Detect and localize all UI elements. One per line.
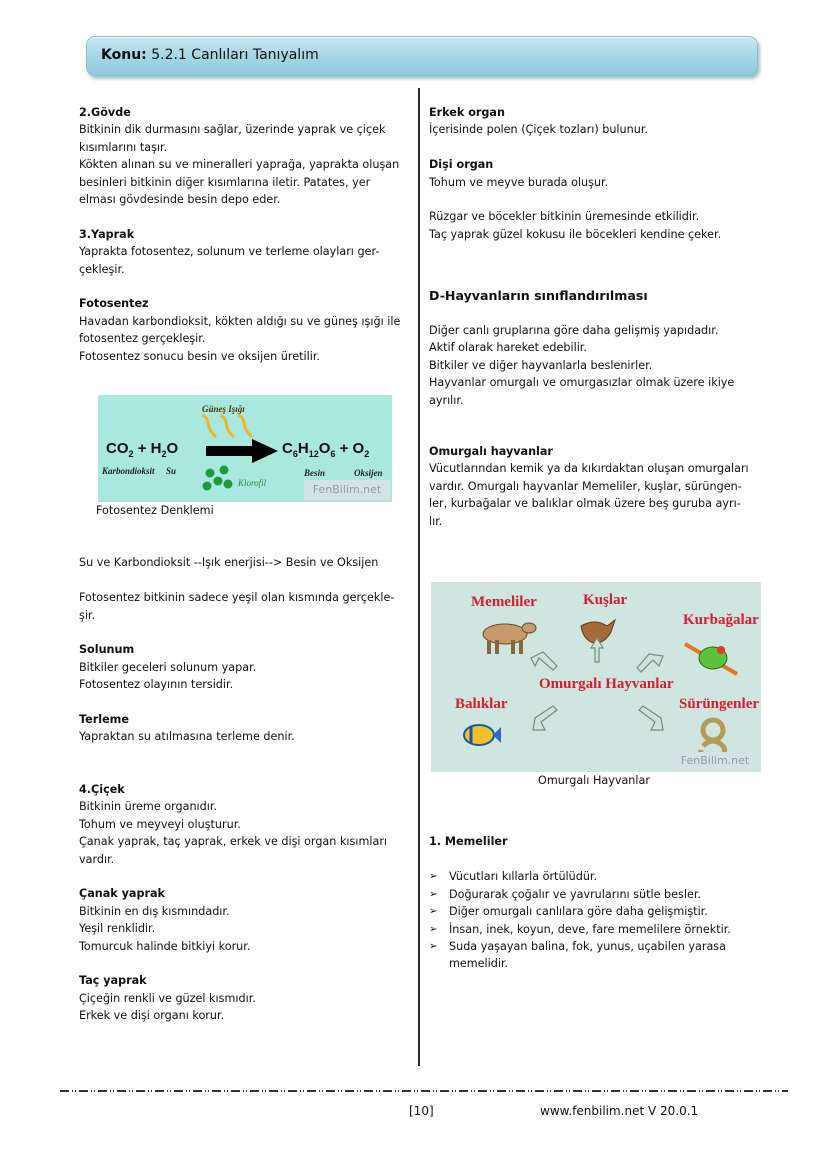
label-karbondioksit: Karbondioksit <box>102 466 155 477</box>
list-item: ➢ Diğer omurgalı canlılara göre daha gelişmiştir. <box>429 903 765 920</box>
figure-caption: Fotosentez Denklemi <box>96 504 214 518</box>
section-heading: D-Hayvanların sınıflandırılması <box>429 288 648 304</box>
text-line: kısımlarını taşır. <box>79 140 168 154</box>
topic-header-bar <box>86 36 758 76</box>
text-line: ler, kurbağalar ve balıklar olmak üzere beş guruba ayrı- <box>429 497 741 511</box>
text-line: Fotosentez olayının tersidir. <box>79 678 234 692</box>
vertebrate-animals-image <box>431 582 761 772</box>
section-solunum <box>79 641 409 693</box>
section-heading: Taç yaprak <box>79 974 147 988</box>
list-item: ➢ Suda yaşayan balina, fok, yunus, uçabilen yarasa memelidir. <box>429 939 726 971</box>
label-memeliler: Memeliler <box>471 594 537 611</box>
text-line: Taç yaprak güzel kokusu ile böcekleri kendine çeker. <box>429 227 722 241</box>
label-besin: Besin <box>304 468 326 479</box>
section-memeliler <box>429 833 765 972</box>
text-line: Çiçeğin renkli ve güzel kısmıdır. <box>79 991 256 1005</box>
section-disi-organ <box>429 156 765 191</box>
watermark: FenBilim.net <box>304 480 390 500</box>
animals-figure <box>429 582 765 789</box>
label-kuslar: Kuşlar <box>583 592 628 609</box>
footer-dashed-rule <box>60 1090 788 1092</box>
label-kurbagalar: Kurbağalar <box>683 612 759 629</box>
section-ureme <box>429 208 765 243</box>
text-line: Yeşil renklidir. <box>79 922 156 936</box>
section-hayvanlar <box>429 287 765 409</box>
text-line: Fotosentez bitkinin sadece yeşil olan kısmında gerçekle- <box>79 591 395 605</box>
topic-title <box>101 47 319 63</box>
text-line: Tohum ve meyveyi oluşturur. <box>79 817 241 831</box>
sunlight-label: Güneş Işığı <box>202 404 245 415</box>
section-heading: Çanak yaprak <box>79 887 165 901</box>
label-oksijen: Oksijen <box>354 468 383 479</box>
text-line: Bitkiler geceleri solunum yapar. <box>79 660 257 674</box>
section-heading: Fotosentez <box>79 297 149 311</box>
section-heading: 2.Gövde <box>79 106 131 119</box>
label-center: Omurgalı Hayvanlar <box>539 676 674 693</box>
label-baliklar: Balıklar <box>455 696 508 713</box>
right-column <box>429 104 765 973</box>
text-line: Rüzgar ve böcekler bitkinin üremesinde etkilidir. <box>429 210 700 224</box>
product-glucose-o2: $C_6H_{12}O_6 + O_2$ <box>282 440 370 460</box>
label-su: Su <box>166 466 177 477</box>
text-line: lır. <box>429 514 443 528</box>
left-column <box>79 104 409 1025</box>
arrow-bullet-icon: ➢ <box>429 923 438 935</box>
text-line: Bitkinin en dış kısmındadır. <box>79 904 230 918</box>
footer-site-version: www.fenbilim.net V 20.0.1 <box>540 1104 699 1118</box>
text-line: Erkek ve dişi organı korur. <box>79 1009 225 1023</box>
figure-caption: Omurgalı Hayvanlar <box>538 774 650 788</box>
text-line: Fotosentez sonucu besin ve oksijen üretilir. <box>79 349 320 363</box>
fotosentez-equation-image <box>98 395 392 502</box>
reaction-arrow-icon <box>206 439 278 463</box>
section-govde <box>79 104 409 208</box>
arrows-icon <box>431 582 761 772</box>
text-line: Bitkinin üreme organıdır. <box>79 800 218 814</box>
section-cicek <box>79 781 409 868</box>
text-line: Yapraktan su atılmasına terleme denir. <box>79 730 295 744</box>
section-fotosentez <box>79 295 409 365</box>
text-line: Kökten alınan su ve mineralleri yaprağa, yaprakta oluşan <box>79 158 400 172</box>
text-line: Havadan karbondioksit, kökten aldığı su ve güneş ışığı ile <box>79 314 401 328</box>
section-omurgali <box>429 443 765 530</box>
text-line: çekleşir. <box>79 262 125 276</box>
text-line: Tohum ve meyve burada oluşur. <box>429 175 609 189</box>
text-line: şir. <box>79 608 96 622</box>
section-heading: Erkek organ <box>429 106 505 119</box>
text-line: Vücutlarından kemik ya da kıkırdaktan oluşan omurgaları <box>429 462 749 476</box>
section-tac-yaprak <box>79 972 409 1024</box>
chlorophyll-dots-icon <box>202 465 236 493</box>
text-line: besinleri bitkinin diğer kısımlarına iletir. Patates, yer <box>79 175 371 189</box>
text-line: fotosentez gerçekleşir. <box>79 332 206 346</box>
text-line: Bitkiler ve diğer hayvanlarla beslenirler. <box>429 358 653 372</box>
page-number: [10] <box>409 1104 434 1118</box>
section-heading: Omurgalı hayvanlar <box>429 445 553 459</box>
memeliler-bullet-list <box>429 868 765 972</box>
section-erkek-organ <box>429 104 765 139</box>
section-heading: 1. Memeliler <box>429 835 508 849</box>
arrow-bullet-icon: ➢ <box>429 906 438 918</box>
text-line: elması gövdesinde besin depo eder. <box>79 193 281 207</box>
section-heading: 4.Çiçek <box>79 782 125 796</box>
text-line: Yaprakta fotosentez, solunum ve terleme olayları ger- <box>79 245 380 259</box>
arrow-bullet-icon: ➢ <box>429 940 438 952</box>
section-yaprak <box>79 226 409 278</box>
text-line: Çanak yaprak, taç yaprak, erkek ve dişi organ kısımları <box>79 835 388 849</box>
text-line: Tomurcuk halinde bitkiyi korur. <box>79 939 251 953</box>
label-surungenler: Sürüngenler <box>679 696 760 713</box>
text-line: vardır. <box>79 852 115 866</box>
column-divider <box>418 88 420 1066</box>
section-heading: Dişi organ <box>429 158 494 172</box>
text-line: Diğer canlı gruplarına göre daha gelişmiş yapıdadır. <box>429 324 719 338</box>
text-line: ayrılır. <box>429 393 464 407</box>
arrow-bullet-icon: ➢ <box>429 888 438 900</box>
section-heading: Terleme <box>79 713 129 727</box>
watermark: FenBilim.net <box>671 752 759 770</box>
list-item: ➢ Doğurarak çoğalır ve yavrularını sütle besler. <box>429 886 765 903</box>
text-line: Bitkinin dik durmasını sağlar, üzerinde yaprak ve çiçek <box>79 123 386 137</box>
list-item: ➢ İnsan, inek, koyun, deve, fare memelilere örnektir. <box>429 921 765 938</box>
topic-label: Konu: <box>101 47 147 63</box>
section-heading: Solunum <box>79 643 135 657</box>
topic-text: 5.2.1 Canlıları Tanıyalım <box>151 47 319 63</box>
section-canak-yaprak <box>79 885 409 955</box>
section-heading: 3.Yaprak <box>79 227 135 241</box>
list-item: ➢ Vücutları kıllarla örtülüdür. <box>429 868 765 885</box>
text-line: vardır. Omurgalı hayvanlar Memeliler, kuşlar, sürüngen- <box>429 479 742 493</box>
text-line: Aktif olarak hareket edebilir. <box>429 341 587 355</box>
text-line: Hayvanlar omurgalı ve omurgasızlar olmak üzere ikiye <box>429 376 735 390</box>
equation-text: Su ve Karbondioksit --Işık enerjisi--> Besin ve Oksijen <box>79 556 379 570</box>
text-line: İçerisinde polen (Çiçek tozları) bulunur. <box>429 123 648 137</box>
fotosentez-figure <box>79 395 409 519</box>
reactant-co2: $CO_2 + H_2O$ <box>106 440 179 460</box>
arrow-bullet-icon: ➢ <box>429 871 438 883</box>
label-klorofil: Klorofil <box>238 478 267 489</box>
section-terleme <box>79 711 409 746</box>
